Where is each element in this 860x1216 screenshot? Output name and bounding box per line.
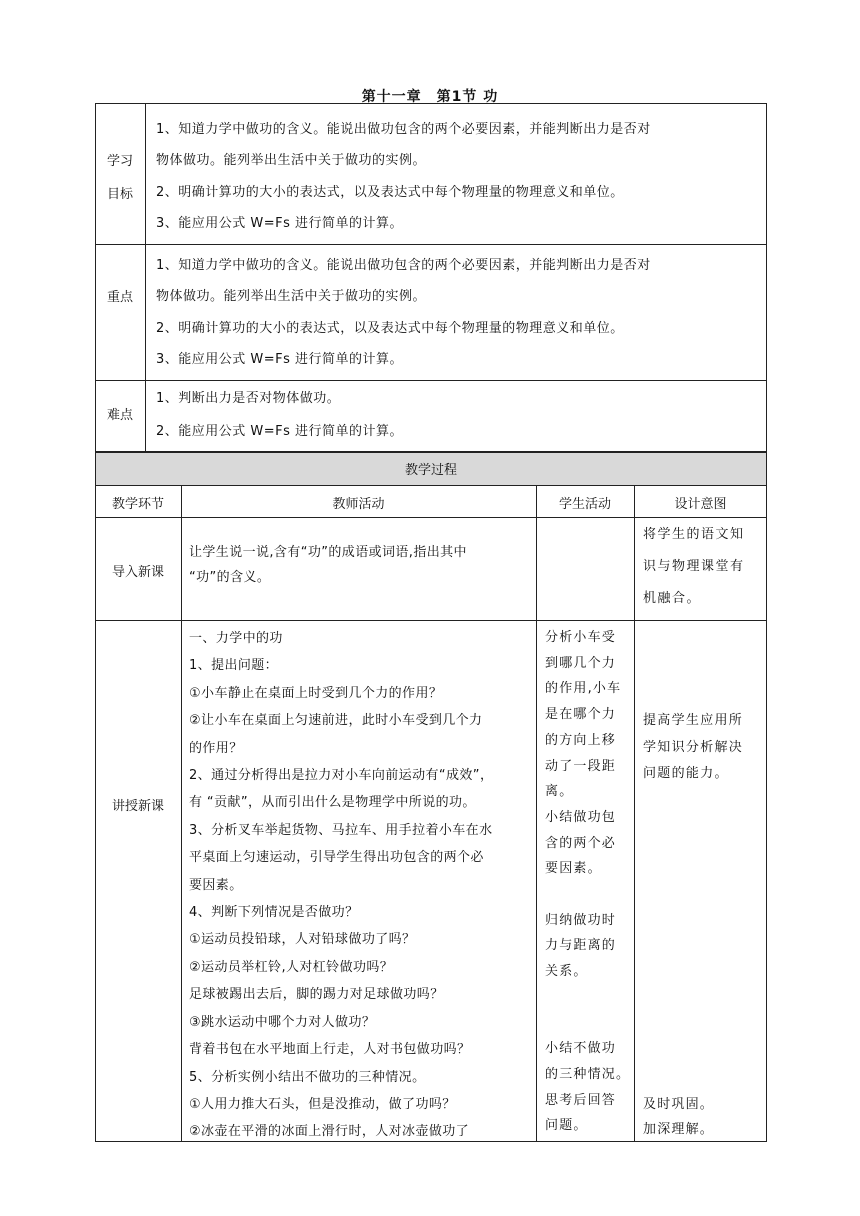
column-header-stage: 教学环节 xyxy=(111,497,164,512)
page-title: 第十一章 第1节 功 xyxy=(361,89,499,105)
difficulties-label: 难点 xyxy=(106,408,133,423)
objectives-label: 学习 目标 xyxy=(106,154,133,202)
intent-new-lesson-bottom: 及时巩固。 加深理解。 xyxy=(643,1097,715,1137)
intent-new-lesson: 提高学生应用所 学知识分析解决 问题的能力。 xyxy=(643,713,744,782)
stage-new-lesson: 讲授新课 xyxy=(111,799,164,814)
teacher-intro: 让学生说一说,含有“功”的成语或词语,指出其中 “功”的含义。 xyxy=(189,545,467,585)
objectives-text: 1、知道力学中做功的含义。能说出做功包含的两个必要因素，并能判断出力是否对 物体做功。能列举出生活中关于做功的实例。 2、明确计算功的大小的表达式，以及表达式中每个物理量的物理意义和单位。 3、能应用公式 W=Fs 进行简单的计算。 xyxy=(156,122,651,231)
key-points-text: 1、知道力学中做功的含义。能说出做功包含的两个必要因素，并能判断出力是否对 物体做功。能列举出生活中关于做功的实例。 2、明确计算功的大小的表达式，以及表达式中每个物理量的物理意义和单位。 3、能应用公式 W=Fs 进行简单的计算。 xyxy=(156,258,651,367)
stage-intro: 导入新课 xyxy=(111,565,164,580)
column-header-teacher: 教师活动 xyxy=(332,497,385,512)
key-points-label: 重点 xyxy=(106,290,133,305)
intent-intro: 将学生的语文知 识与物理课堂有 机融合。 xyxy=(643,527,745,606)
difficulties-text: 1、判断出力是否对物体做功。 2、能应用公式 W=Fs 进行简单的计算。 xyxy=(156,391,404,439)
teacher-new-lesson: 一、力学中的功 1、提出问题： ①小车静止在桌面上时受到几个力的作用？ ②让小车在桌面上匀速前进，此时小车受到几个力 的作用？ 2、通过分析得出是拉力对小车向前运动有“成效”， 有 “贡献”，从而引出什么是物理学中所说的功。 3、分析叉车举起货物、马拉车、用手拉着小车在水 平桌面上匀速运动，引导学生得出功包含的两个必 要因素。 4、判断下列情况是否做功？ ①运动员投铅球，人对铅球做功了吗？ ②运动员举杠铃,人对杠铃做功吗？ 足球被踢出去后，脚的踢力对足球做功吗？ ③跳水运动中哪个力对人做功？ 背着书包在水平地面上行走，人对书包做功吗？ 5、分析实例小结出不做功的三种情况。 ①人用力推大石头，但是没推动，做了功吗？ ②冰壶在平滑的冰面上滑行时，人对冰壶做功了 xyxy=(189,631,494,1140)
process-header: 教学过程 xyxy=(404,463,457,478)
student-new-lesson: 分析小车受 到哪几个力 的作用,小车 是在哪个力 的方向上移 动了一段距 离。 小结做功包 含的两个必 要因素。 归纳做功时 力与距离的 关系。 小结不做功 的三种情况。 思考后回答 问题。 xyxy=(545,630,631,1134)
column-header-intent: 设计意图 xyxy=(674,497,727,512)
column-header-student: 学生活动 xyxy=(558,497,611,512)
